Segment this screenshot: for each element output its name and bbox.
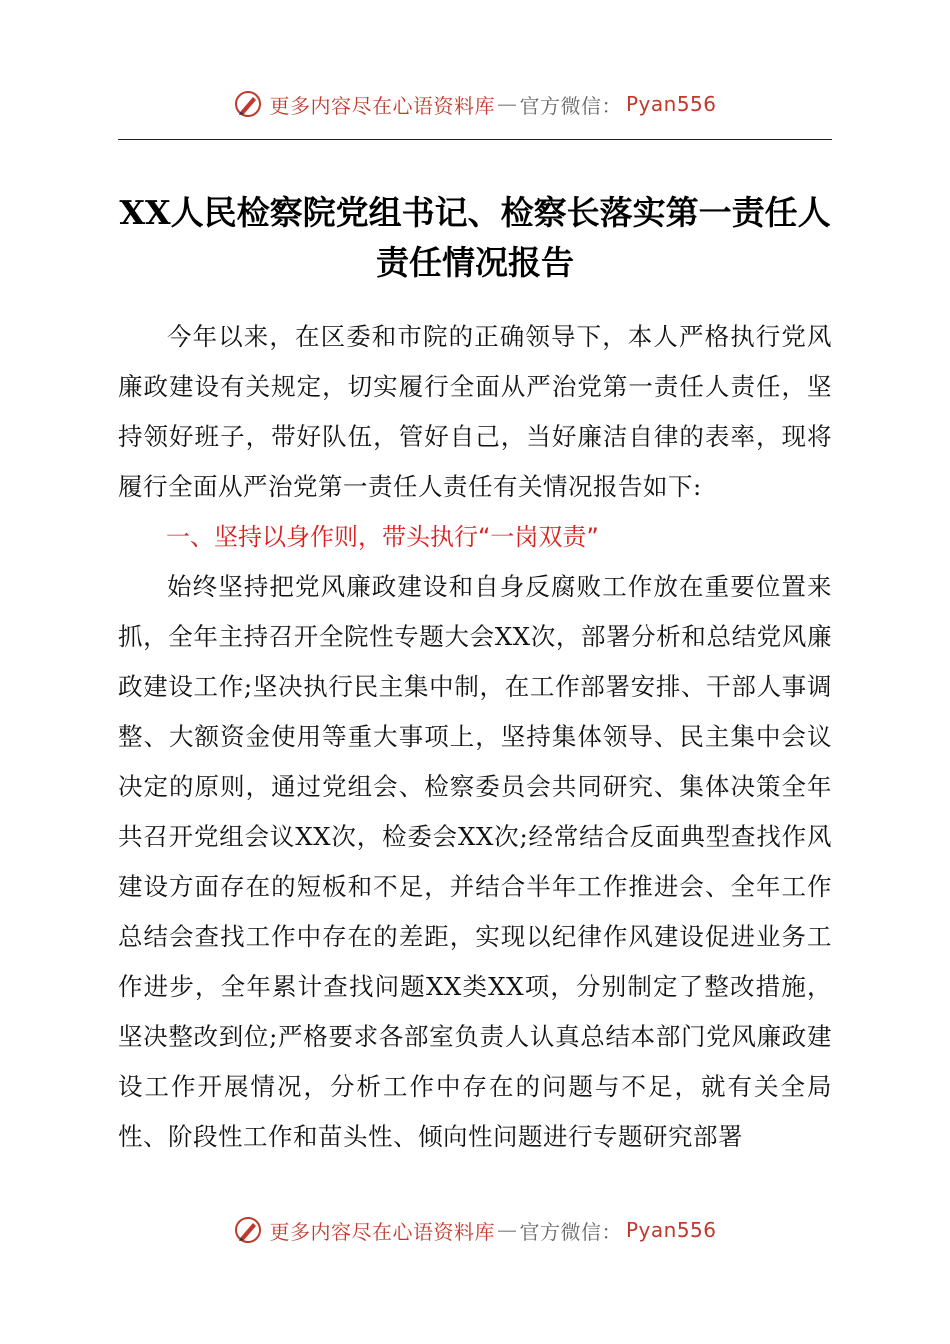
header-divider	[118, 139, 832, 140]
footer-watermark-banner	[0, 1208, 950, 1252]
section-1-heading: 一、坚持以身作则，带头执行“一岗双责”	[166, 523, 599, 551]
document-title: XX人民检察院党组书记、检察长落实第一责任人责任情况报告	[119, 193, 831, 282]
banner-slogan: 更多内容尽在心语资料库	[269, 1219, 495, 1244]
pen-circle-logo-icon	[233, 89, 263, 119]
pen-circle-logo-icon	[233, 1215, 263, 1245]
section-1-paragraph: 始终坚持把党风廉政建设和自身反腐败工作放在重要位置来抓，全年主持召开全院性专题大会XX次，部署分析和总结党风廉政建设工作;坚决执行民主集中制，在工作部署安排、干部人事调整、大额资金使用等重大事项上，坚持集体领导、民主集中会议决定的原则，通过党组会、检察委员会共同研究、集体决策全年共召开党组会议XX次，检委会XX次;经常结合反面典型查找作风建设方面存在的短板和不足，并结合半年工作推进会、全年工作总结会查找工作中存在的差距，实现以纪律作风建设促进业务工作进步，全年累计查找问题XX类XX项，分别制定了整改措施，坚决整改到位;严格要求各部室负责人认真总结本部门党风廉政建设工作开展情况，分析工作中存在的问题与不足，就有关全局性、阶段性工作和苗头性、倾向性问题进行专题研究部署	[118, 572, 832, 1151]
banner-wechat-id: Pyan556	[625, 92, 717, 116]
banner-dash: —	[496, 1218, 518, 1242]
header-watermark-banner	[0, 82, 950, 126]
banner-dash: —	[496, 92, 518, 116]
intro-paragraph: 今年以来，在区委和市院的正确领导下，本人严格执行党风廉政建设有关规定，切实履行全面从严治党第一责任人责任，坚持领好班子，带好队伍，管好自己，当好廉洁自律的表率，现将履行全面从严治党第一责任人责任有关情况报告如下:	[118, 322, 832, 501]
banner-slogan: 更多内容尽在心语资料库	[269, 93, 495, 118]
banner-official-label: 官方微信：	[519, 93, 622, 118]
banner-official-label: 官方微信：	[519, 1219, 622, 1244]
banner-wechat-id: Pyan556	[625, 1218, 717, 1242]
